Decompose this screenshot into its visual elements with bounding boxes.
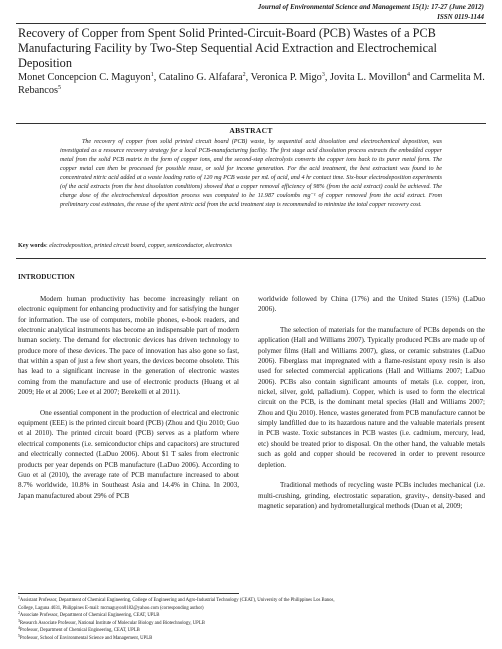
footnote-text: Professor, School of Environmental Science and Management, UPLB (19, 635, 153, 641)
author-separator: , (153, 72, 159, 83)
author-name: Monet Concepcion C. Maguyon (18, 72, 151, 83)
body-paragraph: worldwide followed by China (17%) and the United States (15%) (LaDuo 2006). (258, 295, 485, 314)
abstract-text: The recovery of copper from solid printed circuit board (PCB) waste, by sequential acid dissolution and electrochemical deposition, was investigated as a resource recovery strategy for a local PCB-manufacturing facility. The first stage acid dissolution process extracts the embedded copper metal from the solid PCB matrix in the form of copper ions, and the second-step electrolysis converts the copper ions back to its purer metal form. The copper metal can then be processed for possible reuse, or sold for income generation. For the acid treatment, the best extractant was found to be concentrated nitric acid added at a waste loading ratio of 120 mg PCB waste per mL of acid, and 4 hr contact time. Six-hour electrodeposition experiments (of the acid extracts from the best dissolution conditions) showed that a copper removal efficiency of 98% (from the acid extract) could be achieved. The charge dose of the electrochemical deposition process was computed to be 11.987 coulombs mg⁻¹ of copper removed from the acid extract. From preliminary cost estimates, the reuse of the spent nitric acid from the acid treatment step is recommended to minimize the total copper recovery cost. (60, 139, 442, 209)
author-affiliation-mark: 1 (150, 72, 154, 78)
author-list (18, 71, 488, 97)
footnote (18, 627, 498, 635)
footnote (18, 612, 498, 620)
footnotes (18, 597, 498, 643)
author-affiliation-mark: 5 (58, 85, 62, 91)
journal-reference (258, 3, 484, 22)
footnote-rule (18, 593, 239, 594)
journal-issn: ISSN 0119-1144 (437, 12, 484, 21)
keywords (18, 243, 488, 249)
footnote-text: Assistant Professor, Department of Chemical Engineering, College of Engineering and Agro-Industrial Technology (CEAT), University of the Philippines Los Banos, (19, 598, 335, 603)
author-affiliation-mark: 4 (406, 72, 410, 78)
keywords-value: electrodeposition, printed circuit board, copper, semiconductor, electronics (49, 243, 233, 249)
footnote-text: College, Laguna 4031, Philippines E-mail: mcmaguyon0182@yahoo.com (corresponding author) (18, 605, 204, 611)
body-paragraph: Traditional methods of recycling waste PCBs includes mechanical (i.e. multi-crushing, grinding, electrostatic separation, gravity-, density-based and magnetic separation) and hydrometallurgical methods (Duan et al, 2009; (258, 481, 485, 510)
journal-citation: Journal of Environmental Science and Management 15(1): 17-27 (June 2012) (257, 3, 484, 11)
paper-title: Recovery of Copper from Spent Solid Printed-Circuit-Board (PCB) Wastes of a PCB Manufacturing Facility by Two-Step Sequential Acid Extraction and Electrochemical Deposition (18, 26, 437, 70)
author-separator: , (245, 72, 251, 83)
body-paragraph: One essential component in the production of electrical and electronic equipment (EEE) is the printed circuit board (PCB) (Zhou and Qiu 2010; Guo et al 2010). The printed circuit board (PCB) serves as a platform where electrical components (i.e. semiconductor chips and capacitors) are structured and electrically connected (LaDuo 2006). About $1 T sales from electronic products per year depends on PCB manufacture (LaDuo 2006). According to Guo et al (2010), the average rate of PCB manufacture increased to about 8.7% worldwide, 10.8% in Southeast Asia and 14.4% in China. In 2003, Japan manufactured about 29% of PCB (18, 408, 239, 500)
abstract-bottom-rule (16, 258, 486, 259)
keywords-separator: : (45, 243, 50, 249)
author-affiliation-mark: 2 (242, 72, 246, 78)
author-affiliation-mark: 3 (321, 72, 325, 78)
author-name: Veronica P. Migo (250, 72, 322, 83)
body-column-left (18, 294, 239, 501)
body-column-right (258, 294, 485, 511)
footnote (18, 597, 498, 605)
footnote-text: Associate Professor, Department of Chemical Engineering, CEAT, UPLB (19, 613, 160, 619)
header-rule (16, 23, 486, 24)
footnote-number: 5 (18, 633, 20, 638)
author-name: Catalino G. Alfafara (158, 72, 243, 83)
abstract-top-rule (16, 123, 486, 124)
author-name: and Carmelita M. Rebancos (18, 72, 485, 96)
author-separator: , (324, 72, 330, 83)
abstract-heading: ABSTRACT (229, 126, 273, 135)
author-name: Jovita L. Movillon (329, 72, 407, 83)
footnote-text: Professor, Department of Chemical Engineering, CEAT, UPLB (19, 628, 140, 634)
footnote-number: 3 (18, 618, 20, 623)
body-paragraph: The selection of materials for the manufacture of PCBs depends on the application (Hall and Williams 2007). Typically produced PCBs are made up of polymer films (Hall and Williams 2007), glass, or ceramic substrates (LaDuo 2006). Fiberglass mat impregnated with a flame-resistant epoxy resin is also used for selected commercial applications (Hall and Williams 2007; LaDuo 2006). PCBs also contain significant amounts of metals (i.e. copper, iron, nickel, silver, gold, palladium). Copper, which is used to form the electrical circuit on the PCB, is the dominant metal species (Hall and Williams 2007; Zhou and Qiu 2010). Hence, wastes generated from PCB manufacture cannot be simply landfilled due to its hazardous nature and the valuable materials present in PCB waste. Toxic substances in PCB wastes (i.e. cadmium, mercury, lead, etc) should be treated prior to disposal. On the other hand, the valuable metals such as gold and copper should be recovered in order to prevent resource depletion. (258, 326, 485, 469)
footnote-number: 2 (18, 611, 20, 616)
footnote-number: 4 (18, 626, 20, 631)
footnote-text: Research Associate Professor, National Institute of Molecular Biology and Biotechnology, UPLB (19, 620, 205, 626)
body-paragraph: Modern human productivity has become increasingly reliant on electronic equipment for enhancing productivity and for satisfying the hunger for information. The use of computers, mobile phones, e-book readers, and electronic analytical instruments has become an indispensable part of modern human society. The demand for electronic devices has driven technology to produce more of these devices. The pace of innovation has also gone so fast, that within a span of just a few short years, the devices become obsolete. This has lead to a significant increase in the generation of electronic wastes coming from the manufacture and use of electronic products (Huang et al 2009; He et al 2006; Lee et al 2007; Berekelli et al 2011). (18, 295, 239, 397)
footnote (18, 635, 498, 643)
footnote-number: 1 (18, 596, 20, 600)
keywords-label: Key words (18, 243, 46, 249)
section-heading-introduction: INTRODUCTION (18, 273, 75, 281)
